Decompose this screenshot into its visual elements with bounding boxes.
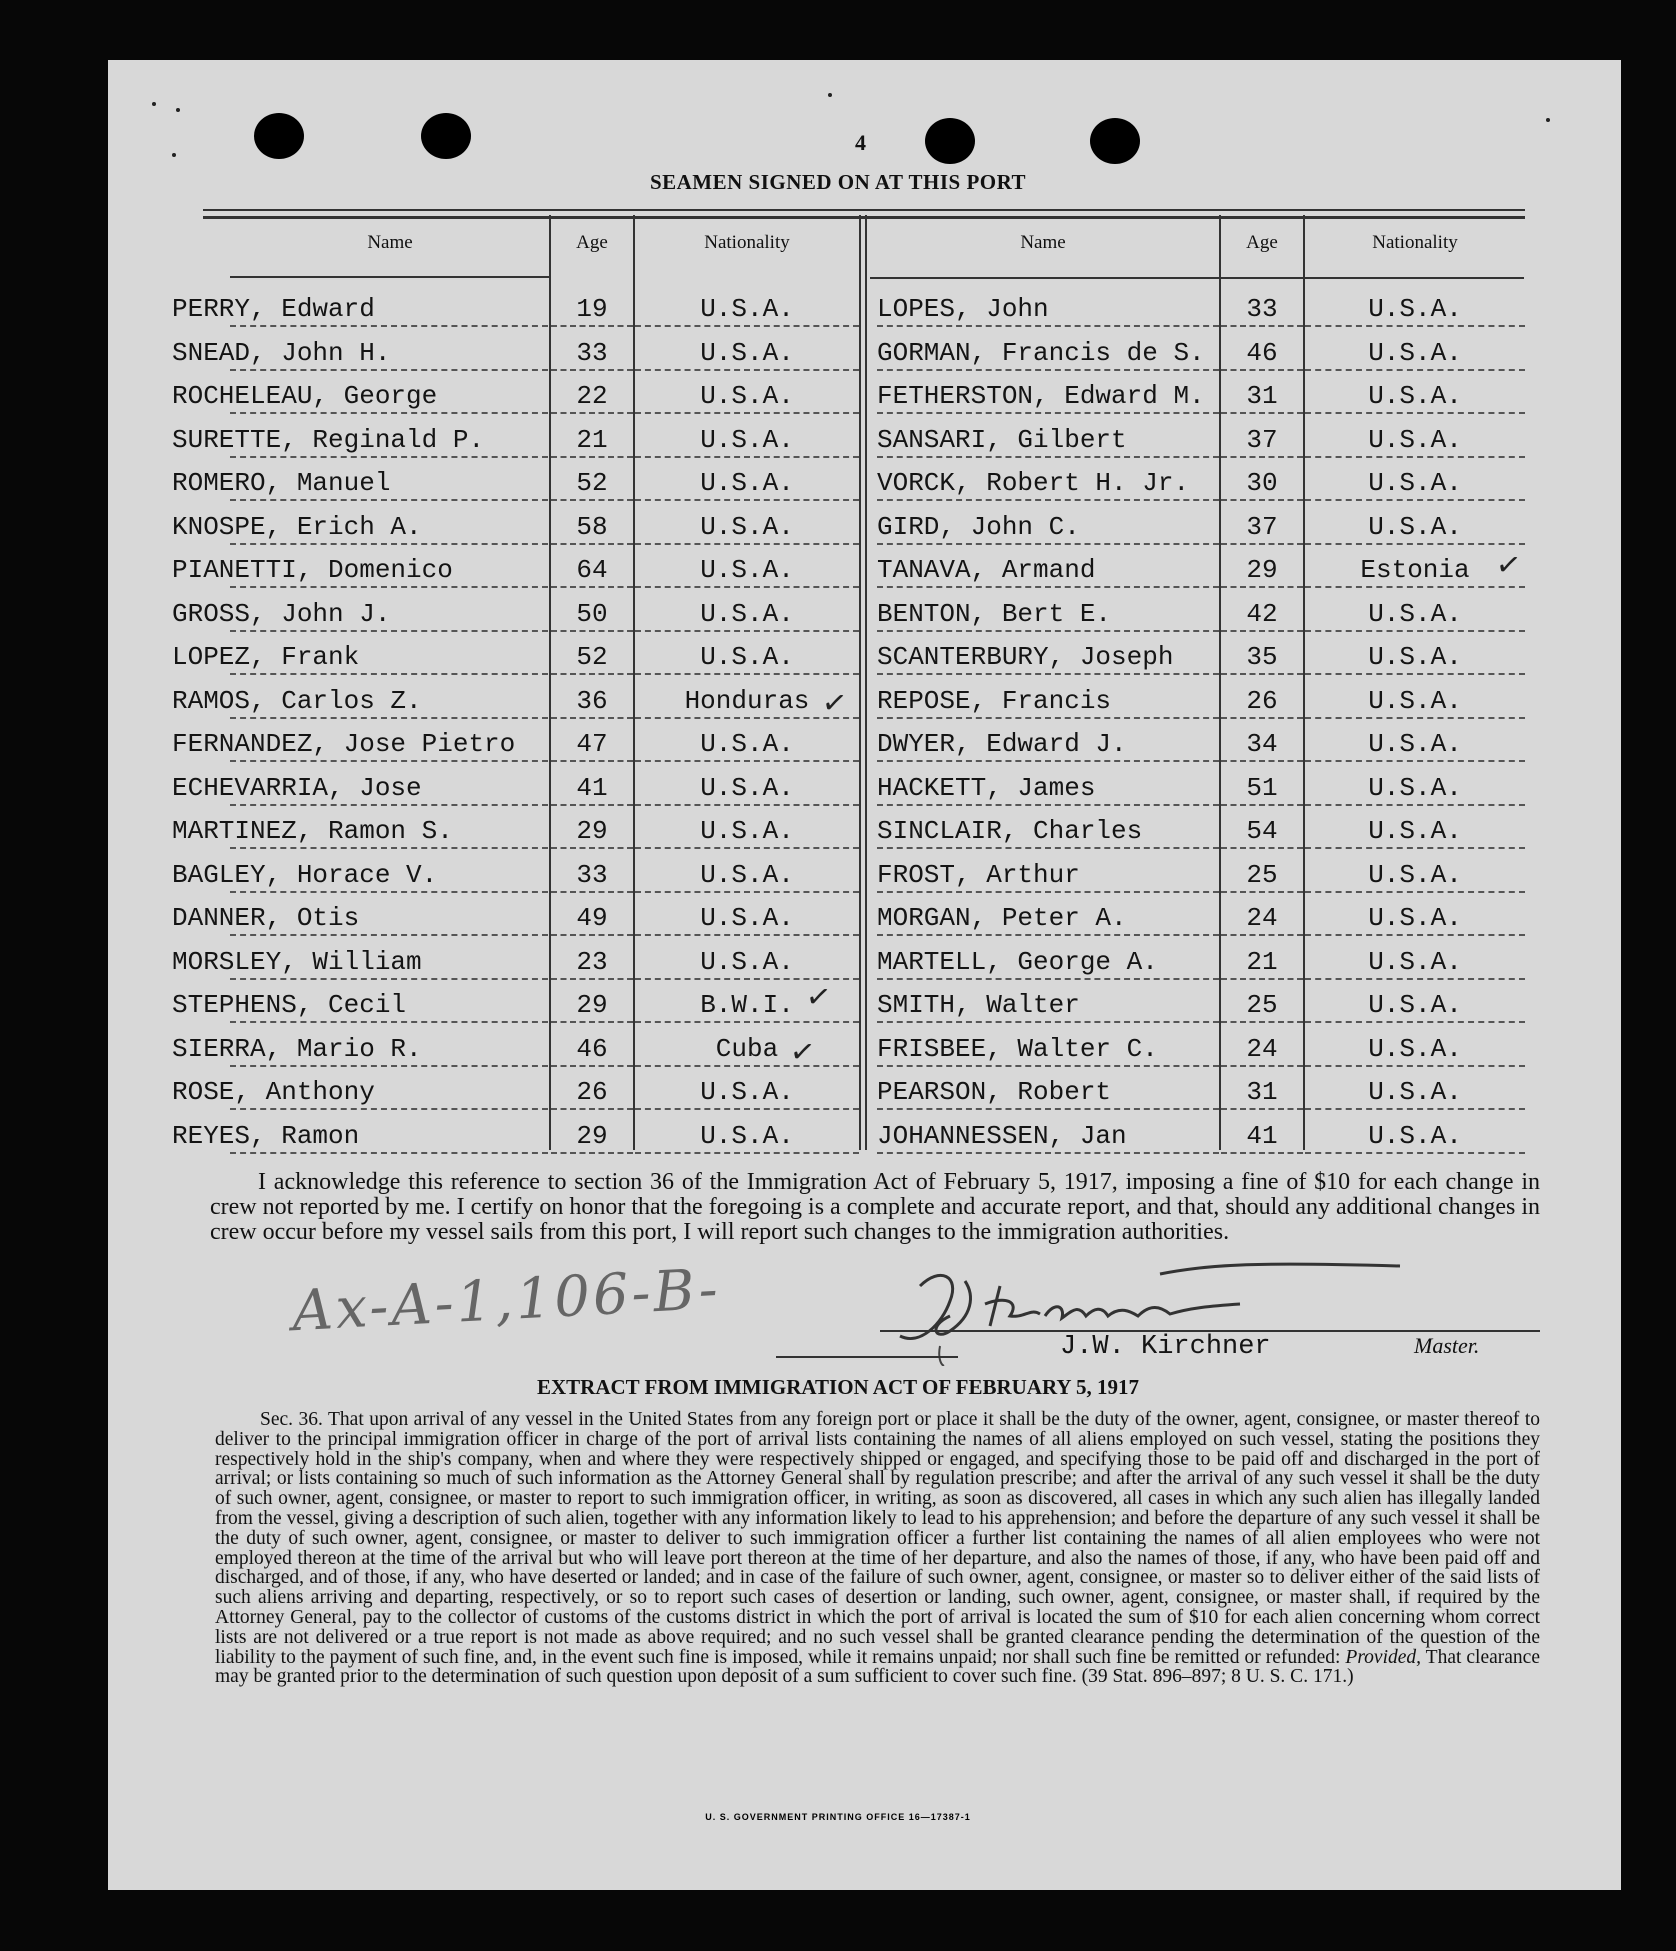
left-nationality-cell: U.S.A. <box>700 424 794 455</box>
right-name-cell: MARTELL, George A. <box>877 946 1158 977</box>
right-age-cell: 34 <box>1246 729 1278 759</box>
entry-underline <box>1221 325 1303 327</box>
entry-underline <box>1305 586 1525 588</box>
right-name-cell: FROST, Arthur <box>877 859 1080 890</box>
entry-underline <box>1305 673 1525 675</box>
entry-underline <box>230 369 548 371</box>
entry-underline <box>551 412 633 414</box>
left-age-cell: 33 <box>576 859 608 890</box>
left-nationality-cell: U.S.A. <box>700 468 794 498</box>
entry-underline <box>1305 543 1525 545</box>
left-age-cell: 21 <box>576 424 608 455</box>
left-name-cell: GROSS, John J. <box>172 598 391 629</box>
right-name-cell: PEARSON, Robert <box>877 1077 1112 1107</box>
right-name-cell: VORCK, Robert H. Jr. <box>877 468 1190 498</box>
right-age-cell: 25 <box>1246 990 1278 1020</box>
acknowledgment-text: I acknowledge this reference to section 36 of the Immigration Act of February 5, 1917, imposing a fine of $10 for each change in crew not reported by me. I certify on honor that the foregoing is a complete and accurate report, and that, should any additional changes in crew occur before my vessel sails from this port, I will report such changes to the immigration authorities. <box>210 1169 1540 1245</box>
entry-underline <box>230 804 548 806</box>
right-name-cell: FETHERSTON, Edward M. <box>877 381 1205 411</box>
entry-underline <box>1221 1152 1303 1154</box>
left-nationality-cell: U.S.A. <box>700 511 794 542</box>
left-nationality-cell: U.S.A. <box>700 381 794 411</box>
right-nationality-cell: U.S.A. <box>1368 468 1462 498</box>
entry-underline <box>1221 456 1303 458</box>
left-age-cell: 33 <box>576 337 608 368</box>
entry-underline <box>551 1021 633 1023</box>
entry-underline <box>877 1021 1219 1023</box>
entry-underline <box>1221 1021 1303 1023</box>
entry-underline <box>551 978 633 980</box>
right-age-cell: 21 <box>1246 946 1278 977</box>
right-age-cell: 51 <box>1246 772 1278 803</box>
entry-underline <box>635 586 859 588</box>
right-nationality-cell: U.S.A. <box>1368 1033 1462 1064</box>
right-age-cell: 54 <box>1246 816 1278 846</box>
left-nationality-cell: U.S.A. <box>700 903 794 933</box>
entry-underline <box>551 934 633 936</box>
entry-underline <box>877 1108 1219 1110</box>
entry-underline <box>1221 1108 1303 1110</box>
right-age-cell: 33 <box>1246 294 1278 324</box>
entry-underline <box>1221 543 1303 545</box>
right-age-cell: 46 <box>1246 337 1278 368</box>
right-name-cell: SANSARI, Gilbert <box>877 424 1127 455</box>
left-name-cell: ROSE, Anthony <box>172 1077 375 1107</box>
entry-underline <box>230 847 548 849</box>
entry-underline <box>551 456 633 458</box>
right-nationality-cell: Estonia <box>1360 555 1470 585</box>
entry-underline <box>230 934 548 936</box>
entry-underline <box>551 1152 633 1154</box>
entry-underline <box>635 630 859 632</box>
entry-underline <box>230 456 548 458</box>
right-nationality-cell: U.S.A. <box>1368 903 1462 933</box>
section-36-label: Sec. 36. <box>260 1409 323 1430</box>
entry-underline <box>230 499 548 501</box>
rule <box>203 216 1525 219</box>
speck <box>172 153 176 157</box>
entry-underline <box>877 1152 1219 1154</box>
right-nationality-cell: U.S.A. <box>1368 859 1462 890</box>
left-name-cell: DANNER, Otis <box>172 903 360 933</box>
entry-underline <box>230 760 548 762</box>
entry-underline <box>230 673 548 675</box>
check-mark: ✓ <box>1493 546 1524 585</box>
entry-underline <box>1221 760 1303 762</box>
left-nationality-cell: Honduras <box>684 685 810 716</box>
page-number: 4 <box>855 130 866 155</box>
entry-underline <box>230 1152 548 1154</box>
left-name-cell: PIANETTI, Domenico <box>172 555 453 585</box>
right-nationality-cell: U.S.A. <box>1368 816 1462 846</box>
entry-underline <box>877 586 1219 588</box>
entry-underline <box>1305 1065 1525 1067</box>
entry-underline <box>230 1108 548 1110</box>
left-nationality-cell: U.S.A. <box>700 1077 794 1107</box>
left-nationality-cell: U.S.A. <box>700 1120 794 1151</box>
speck <box>1546 118 1550 122</box>
entry-underline <box>1221 847 1303 849</box>
entry-underline <box>1221 586 1303 588</box>
right-age-cell: 31 <box>1246 381 1278 411</box>
entry-underline <box>877 847 1219 849</box>
right-name-cell: DWYER, Edward J. <box>877 729 1127 759</box>
column-divider <box>859 215 861 1150</box>
column-header-nationality: Nationality <box>704 232 790 253</box>
entry-underline <box>1305 847 1525 849</box>
left-nationality-cell: U.S.A. <box>700 816 794 846</box>
entry-underline <box>1305 456 1525 458</box>
right-name-cell: SCANTERBURY, Joseph <box>877 642 1174 672</box>
entry-underline <box>877 630 1219 632</box>
entry-underline <box>877 673 1219 675</box>
entry-underline <box>635 760 859 762</box>
entry-underline <box>551 499 633 501</box>
entry-underline <box>877 934 1219 936</box>
right-nationality-cell: U.S.A. <box>1368 990 1462 1020</box>
right-nationality-cell: U.S.A. <box>1368 642 1462 672</box>
entry-underline <box>1305 760 1525 762</box>
handwritten-file-number: Ax-A-1,106-B- <box>290 1256 723 1345</box>
page-title: SEAMEN SIGNED ON AT THIS PORT <box>649 170 1027 194</box>
right-age-cell: 30 <box>1246 468 1278 498</box>
speck <box>828 93 832 97</box>
entry-underline <box>1305 717 1525 719</box>
entry-underline <box>635 804 859 806</box>
punch-hole <box>421 113 471 159</box>
entry-underline <box>551 760 633 762</box>
right-nationality-cell: U.S.A. <box>1368 685 1462 716</box>
entry-underline <box>551 630 633 632</box>
left-name-cell: STEPHENS, Cecil <box>172 990 407 1020</box>
right-age-cell: 25 <box>1246 859 1278 890</box>
entry-underline <box>551 325 633 327</box>
left-age-cell: 22 <box>576 381 608 411</box>
right-nationality-cell: U.S.A. <box>1368 424 1462 455</box>
rule <box>870 277 1524 279</box>
entry-underline <box>551 369 633 371</box>
left-name-cell: SIERRA, Mario R. <box>172 1033 422 1064</box>
section-36-proviso: Provided, <box>1345 1646 1422 1668</box>
entry-underline <box>1305 1152 1525 1154</box>
left-age-cell: 29 <box>576 816 608 846</box>
entry-underline <box>635 847 859 849</box>
entry-underline <box>877 717 1219 719</box>
entry-underline <box>1305 804 1525 806</box>
left-name-cell: ROCHELEAU, George <box>172 381 438 411</box>
entry-underline <box>551 543 633 545</box>
left-age-cell: 26 <box>576 1077 608 1107</box>
entry-underline <box>1221 630 1303 632</box>
entry-underline <box>1305 1108 1525 1110</box>
entry-underline <box>877 412 1219 414</box>
column-header-name: Name <box>367 232 413 253</box>
entry-underline <box>230 630 548 632</box>
left-age-cell: 29 <box>576 1120 608 1151</box>
left-name-cell: SNEAD, John H. <box>172 337 391 368</box>
entry-underline <box>551 891 633 893</box>
entry-underline <box>635 673 859 675</box>
entry-underline <box>551 847 633 849</box>
speck <box>176 108 180 112</box>
signature-line <box>776 1356 958 1358</box>
section-36-body-b: That clearance may be granted prior to the determination of such question upon deposit of a sum sufficient to cover such fine. (39 Stat. 896–897; 8 U. S. C. 171.) <box>215 1646 1540 1688</box>
entry-underline <box>551 1065 633 1067</box>
left-nationality-cell: U.S.A. <box>700 555 794 585</box>
left-age-cell: 49 <box>576 903 608 933</box>
left-name-cell: ECHEVARRIA, Jose <box>172 772 422 803</box>
right-nationality-cell: U.S.A. <box>1368 598 1462 629</box>
master-name: J.W. Kirchner <box>1060 1332 1271 1362</box>
entry-underline <box>877 499 1219 501</box>
entry-underline <box>230 891 548 893</box>
entry-underline <box>1221 673 1303 675</box>
right-name-cell: SMITH, Walter <box>877 990 1080 1020</box>
right-name-cell: GIRD, John C. <box>877 511 1080 542</box>
entry-underline <box>635 891 859 893</box>
left-name-cell: FERNANDEZ, Jose Pietro <box>172 729 516 759</box>
entry-underline <box>1221 369 1303 371</box>
left-nationality-cell: U.S.A. <box>700 772 794 803</box>
entry-underline <box>230 1021 548 1023</box>
left-age-cell: 58 <box>576 511 608 542</box>
entry-underline <box>877 1065 1219 1067</box>
entry-underline <box>877 369 1219 371</box>
entry-underline <box>230 412 548 414</box>
entry-underline <box>551 804 633 806</box>
left-nationality-cell: U.S.A. <box>700 859 794 890</box>
left-age-cell: 29 <box>576 990 608 1020</box>
entry-underline <box>551 1108 633 1110</box>
left-age-cell: 36 <box>576 685 608 716</box>
left-age-cell: 52 <box>576 468 608 498</box>
left-name-cell: ROMERO, Manuel <box>172 468 391 498</box>
entry-underline <box>230 325 548 327</box>
left-name-cell: MARTINEZ, Ramon S. <box>172 816 453 846</box>
right-nationality-cell: U.S.A. <box>1368 381 1462 411</box>
left-nationality-cell: U.S.A. <box>700 337 794 368</box>
entry-underline <box>1221 499 1303 501</box>
rule <box>203 209 1525 211</box>
check-mark: ✓ <box>819 684 850 723</box>
left-age-cell: 52 <box>576 642 608 672</box>
column-header-name: Name <box>1020 232 1066 253</box>
column-divider <box>865 215 867 1150</box>
left-name-cell: PERRY, Edward <box>172 294 375 324</box>
entry-underline <box>1221 717 1303 719</box>
right-nationality-cell: U.S.A. <box>1368 1077 1462 1107</box>
right-name-cell: SINCLAIR, Charles <box>877 816 1143 846</box>
left-age-cell: 41 <box>576 772 608 803</box>
left-nationality-cell: U.S.A. <box>700 642 794 672</box>
entry-underline <box>635 369 859 371</box>
right-name-cell: MORGAN, Peter A. <box>877 903 1127 933</box>
entry-underline <box>877 804 1219 806</box>
left-nationality-cell: U.S.A. <box>700 294 794 324</box>
left-nationality-cell: B.W.I. <box>700 990 794 1020</box>
printer-imprint: U. S. GOVERNMENT PRINTING OFFICE 16—17387-1 <box>705 1812 971 1822</box>
entry-underline <box>877 456 1219 458</box>
left-name-cell: KNOSPE, Erich A. <box>172 511 422 542</box>
entry-underline <box>877 760 1219 762</box>
left-name-cell: RAMOS, Carlos Z. <box>172 685 422 716</box>
right-name-cell: HACKETT, James <box>877 772 1096 803</box>
right-name-cell: TANAVA, Armand <box>877 555 1096 585</box>
right-name-cell: LOPES, John <box>877 294 1049 324</box>
entry-underline <box>230 1065 548 1067</box>
entry-underline <box>1221 891 1303 893</box>
entry-underline <box>551 673 633 675</box>
column-header-age: Age <box>576 232 608 253</box>
left-age-cell: 19 <box>576 294 608 324</box>
right-name-cell: GORMAN, Francis de S. <box>877 337 1205 368</box>
entry-underline <box>877 325 1219 327</box>
column-header-nationality: Nationality <box>1372 232 1458 253</box>
right-nationality-cell: U.S.A. <box>1368 772 1462 803</box>
entry-underline <box>1305 1021 1525 1023</box>
entry-underline <box>877 543 1219 545</box>
punch-hole <box>1090 118 1140 164</box>
entry-underline <box>230 543 548 545</box>
right-age-cell: 24 <box>1246 1033 1278 1064</box>
right-age-cell: 42 <box>1246 598 1278 629</box>
right-age-cell: 26 <box>1246 685 1278 716</box>
right-name-cell: BENTON, Bert E. <box>877 598 1112 629</box>
rule <box>230 276 550 278</box>
left-nationality-cell: U.S.A. <box>700 729 794 759</box>
section-36-text <box>215 1410 1540 1687</box>
entry-underline <box>635 456 859 458</box>
entry-underline <box>635 1108 859 1110</box>
entry-underline <box>1221 804 1303 806</box>
left-nationality-cell: U.S.A. <box>700 598 794 629</box>
check-mark: ✓ <box>787 1033 818 1072</box>
column-header-age: Age <box>1246 232 1278 253</box>
entry-underline <box>1305 369 1525 371</box>
right-nationality-cell: U.S.A. <box>1368 1120 1462 1151</box>
right-name-cell: JOHANNESSEN, Jan <box>877 1120 1127 1151</box>
entry-underline <box>1221 1065 1303 1067</box>
entry-underline <box>1305 934 1525 936</box>
entry-underline <box>635 412 859 414</box>
section-36-body-a: That upon arrival of any vessel in the United States from any foreign port or place it shall be the duty of the owner, agent, consignee, or master thereof to deliver to the principal immigration officer in charge of the port of arrival lists containing the names of all aliens employed on such vessel, stating the positions they respectively hold in the ship's company, when and where they were respectively shipped or engaged, and specifying those to be paid off and discharged in the port of arrival; or lists containing so much of such information as the Attorney General shall by regulation prescribe; and after the arrival of any such vessel it shall be the duty of such owner, agent, consignee, or master to report to such immigration officer, in writing, as soon as discovered, all cases in which any such alien has illegally landed from the vessel, giving a description of such alien, together with any information likely to lead to his apprehension; and before the departure of any such vessel it shall be the duty of such owner, agent, consignee, or master to deliver to such immigration officer a further list containing the names of all alien employees who were not employed thereon at the time of the arrival but who will leave port thereon at the time of her departure, and also the names of those, if any, who have been paid off and discharged, and of those, if any, who have deserted or landed; and in case of the failure of such owner, agent, consignee, or master so to deliver either of the said lists of such aliens arriving and departing, respectively, or so to report such cases of desertion or landing, such owner, agent, consignee, or master shall, if required by the Attorney General, pay to the collector of customs of the customs district in which the port of arrival is located the sum of $10 for each alien concerning whom correct lists are not delivered or a true report is not made as above required; and no such vessel shall be granted clearance pending the determination of the question of the liability to the payment of such fine, and, in the event such fine is imposed, while it remains unpaid; nor shall such fine be remitted or refunded: <box>215 1409 1540 1668</box>
right-name-cell: FRISBEE, Walter C. <box>877 1033 1158 1064</box>
right-age-cell: 29 <box>1246 555 1278 585</box>
entry-underline <box>230 717 548 719</box>
right-nationality-cell: U.S.A. <box>1368 294 1462 324</box>
entry-underline <box>230 978 548 980</box>
right-nationality-cell: U.S.A. <box>1368 946 1462 977</box>
right-age-cell: 24 <box>1246 903 1278 933</box>
entry-underline <box>635 1152 859 1154</box>
entry-underline <box>551 717 633 719</box>
entry-underline <box>635 543 859 545</box>
entry-underline <box>877 891 1219 893</box>
left-age-cell: 23 <box>576 946 608 977</box>
left-age-cell: 47 <box>576 729 608 759</box>
entry-underline <box>551 586 633 588</box>
entry-underline <box>1305 325 1525 327</box>
punch-hole <box>925 118 975 164</box>
left-name-cell: LOPEZ, Frank <box>172 642 360 672</box>
right-nationality-cell: U.S.A. <box>1368 729 1462 759</box>
right-name-cell: REPOSE, Francis <box>877 685 1112 716</box>
entry-underline <box>1221 978 1303 980</box>
left-name-cell: REYES, Ramon <box>172 1120 360 1151</box>
right-nationality-cell: U.S.A. <box>1368 511 1462 542</box>
entry-underline <box>1221 934 1303 936</box>
punch-hole <box>254 113 304 159</box>
entry-underline <box>635 934 859 936</box>
left-name-cell: MORSLEY, William <box>172 946 422 977</box>
right-nationality-cell: U.S.A. <box>1368 337 1462 368</box>
right-age-cell: 41 <box>1246 1120 1278 1151</box>
entry-underline <box>1305 891 1525 893</box>
entry-underline <box>635 1065 859 1067</box>
left-age-cell: 46 <box>576 1033 608 1064</box>
entry-underline <box>230 586 548 588</box>
entry-underline <box>1221 412 1303 414</box>
left-name-cell: BAGLEY, Horace V. <box>172 859 438 890</box>
entry-underline <box>635 325 859 327</box>
entry-underline <box>635 1021 859 1023</box>
right-age-cell: 35 <box>1246 642 1278 672</box>
check-mark: ✓ <box>803 978 834 1017</box>
right-age-cell: 31 <box>1246 1077 1278 1107</box>
left-nationality-cell: Cuba <box>715 1033 779 1064</box>
left-age-cell: 64 <box>576 555 608 585</box>
entry-underline <box>1305 499 1525 501</box>
entry-underline <box>635 978 859 980</box>
entry-underline <box>877 978 1219 980</box>
right-age-cell: 37 <box>1246 511 1278 542</box>
left-name-cell: SURETTE, Reginald P. <box>172 424 485 455</box>
extract-title: EXTRACT FROM IMMIGRATION ACT OF FEBRUARY 5, 1917 <box>536 1375 1140 1399</box>
left-nationality-cell: U.S.A. <box>700 946 794 977</box>
speck <box>152 102 156 106</box>
right-age-cell: 37 <box>1246 424 1278 455</box>
left-age-cell: 50 <box>576 598 608 629</box>
entry-underline <box>1305 630 1525 632</box>
master-label: Master. <box>1414 1333 1480 1358</box>
entry-underline <box>635 499 859 501</box>
entry-underline <box>1305 978 1525 980</box>
entry-underline <box>1305 412 1525 414</box>
